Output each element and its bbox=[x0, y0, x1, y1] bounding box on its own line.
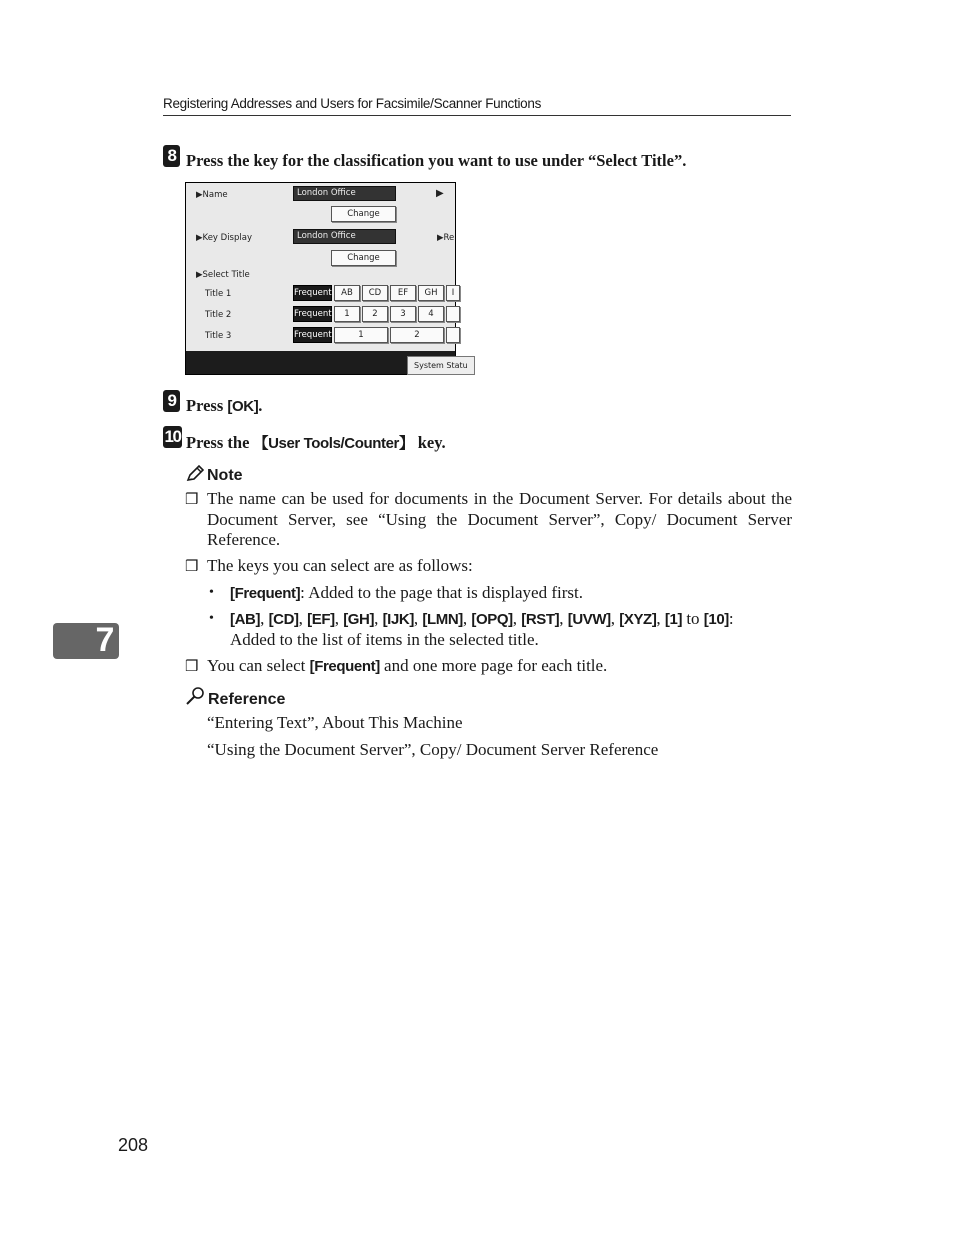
title-2-key-1: 1 bbox=[334, 306, 360, 322]
title-2-key-partial bbox=[446, 306, 460, 322]
note-item-2: The keys you can select are as follows: bbox=[207, 556, 473, 575]
running-header: Registering Addresses and Users for Facsimile/Scanner Functions bbox=[163, 96, 542, 111]
bullet-frequent: [Frequent]: Added to the page that is displayed first. bbox=[230, 583, 583, 602]
select-title-screenshot bbox=[185, 182, 468, 375]
pencil-icon bbox=[185, 464, 205, 484]
page-number: 208 bbox=[118, 1135, 149, 1155]
reference-line-2: “Using the Document Server”, Copy/ Document Server Reference bbox=[207, 740, 659, 759]
reference-heading: Reference bbox=[208, 691, 286, 708]
title-2-key-3: 3 bbox=[390, 306, 416, 322]
bullet-key-list: [AB], [CD], [EF], [GH], [IJK], [LMN], [OPQ], [RST], [UVW], [XYZ], [1] to [10]: bbox=[230, 609, 734, 628]
key-display-value-field: London Office bbox=[293, 229, 396, 244]
step-8-text: Press the key for the classification you want to use under “Select Title”. bbox=[186, 151, 687, 170]
user-tools-counter-key: 【User Tools/Counter】 bbox=[253, 435, 414, 452]
title-1-key-partial: I bbox=[446, 285, 460, 301]
title-1-key-ab: AB bbox=[334, 285, 360, 301]
name-value-field: London Office bbox=[293, 186, 396, 201]
key-display-label: ▶Key Display bbox=[196, 233, 252, 243]
step-9-text: Press [OK]. bbox=[186, 396, 263, 415]
bullet-dot: • bbox=[209, 611, 214, 626]
header-rule bbox=[163, 115, 791, 116]
checkbox-icon: ❒ bbox=[185, 559, 199, 575]
title-1-key-gh: GH bbox=[418, 285, 444, 301]
title-3-frequent-button: Frequent bbox=[293, 327, 332, 343]
title-1-key-ef: EF bbox=[390, 285, 416, 301]
magnifier-icon bbox=[185, 686, 207, 706]
select-title-label: ▶Select Title bbox=[196, 270, 250, 280]
note-item-3: You can select [Frequent] and one more page for each title. bbox=[207, 656, 608, 675]
title-3-label: Title 3 bbox=[205, 331, 232, 341]
step-number-10: 10 bbox=[164, 427, 181, 446]
bullet-dot: • bbox=[209, 585, 214, 600]
note-heading: Note bbox=[207, 467, 243, 484]
name-change-button: Change bbox=[331, 206, 396, 222]
checkbox-icon: ❒ bbox=[185, 659, 199, 675]
step-number-9: 9 bbox=[163, 390, 180, 412]
title-2-key-2: 2 bbox=[362, 306, 388, 322]
key-display-change-button: Change bbox=[331, 250, 396, 266]
title-1-label: Title 1 bbox=[205, 289, 232, 299]
right-label-partial: ▶Re bbox=[437, 233, 455, 243]
note-item-1: The name can be used for documents in the Document Server. For details about the Document Server, see “Using the Document Server”, Copy/ Document Server Reference. bbox=[207, 489, 792, 549]
title-3-key-1: 1 bbox=[334, 327, 388, 343]
step-number-8: 8 bbox=[163, 145, 180, 167]
right-arrow-icon: ▶ bbox=[436, 188, 444, 199]
title-1-frequent-button: Frequent bbox=[293, 285, 332, 301]
bullet-key-list-continued: Added to the list of items in the selected title. bbox=[230, 630, 539, 649]
chapter-number: 7 bbox=[95, 621, 115, 659]
title-2-frequent-button: Frequent bbox=[293, 306, 332, 322]
name-label: ▶Name bbox=[196, 190, 228, 200]
step-10-text: Press the 【User Tools/Counter】 key. bbox=[186, 433, 446, 452]
title-3-key-2: 2 bbox=[390, 327, 444, 343]
ok-key: [OK] bbox=[227, 398, 259, 415]
system-status-button: System Statu bbox=[407, 356, 475, 375]
title-2-label: Title 2 bbox=[205, 310, 232, 320]
title-3-key-partial bbox=[446, 327, 460, 343]
title-1-key-cd: CD bbox=[362, 285, 388, 301]
checkbox-icon: ❒ bbox=[185, 492, 199, 508]
title-2-key-4: 4 bbox=[418, 306, 444, 322]
reference-line-1: “Entering Text”, About This Machine bbox=[207, 713, 463, 732]
